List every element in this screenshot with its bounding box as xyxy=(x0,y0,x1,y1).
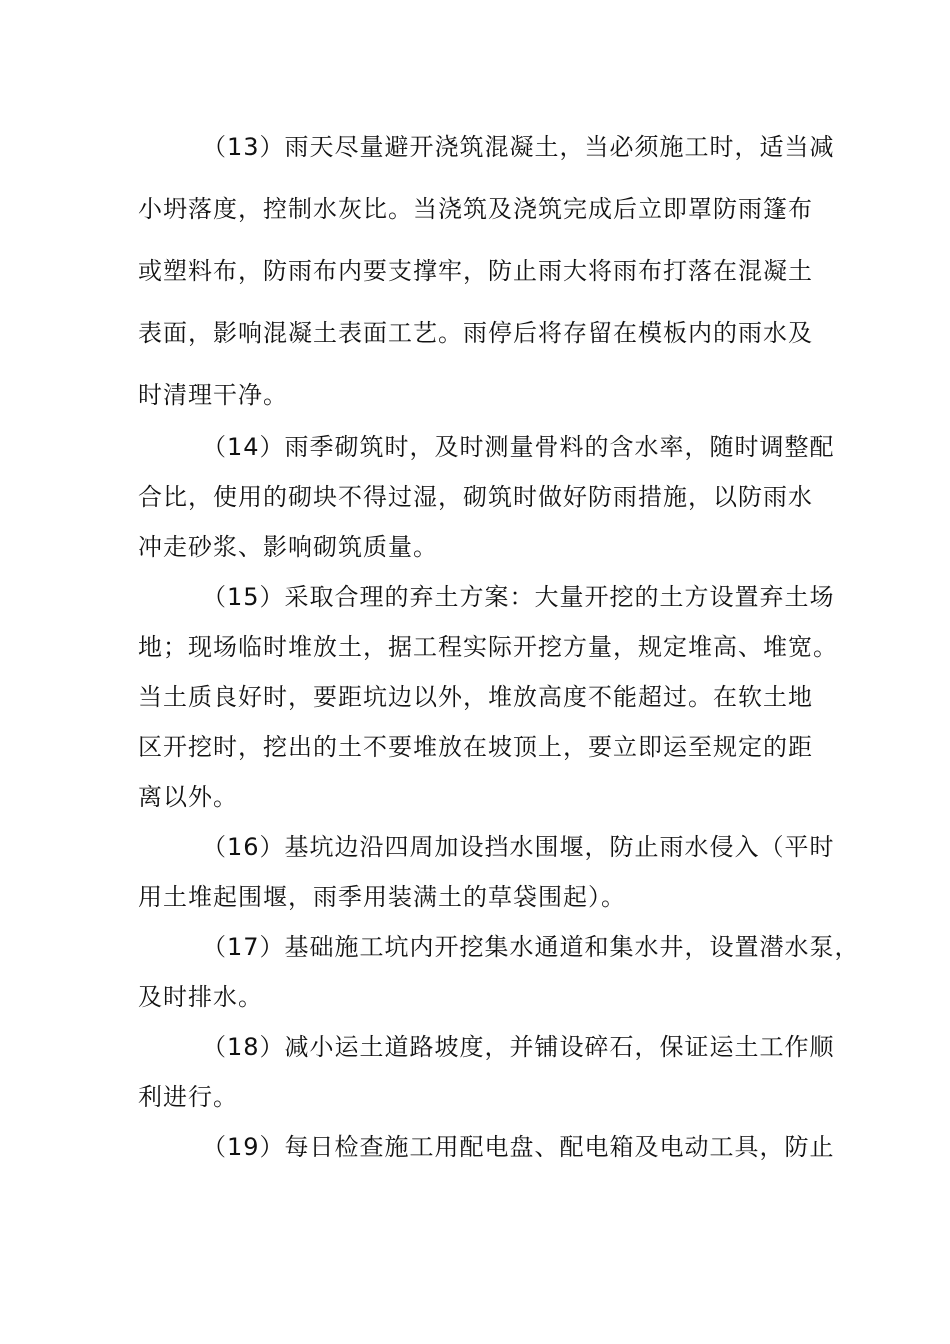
paragraph-18 xyxy=(138,1022,835,1122)
paragraph-line: （19）每日检查施工用配电盘、配电箱及电动工具，防止 xyxy=(202,1133,835,1161)
paragraph-17 xyxy=(138,922,860,1022)
paragraph-line: 合比，使用的砌块不得过湿，砌筑时做好防雨措施，以防雨水 xyxy=(138,483,813,511)
paragraph-line: 小坍落度，控制水灰比。当浇筑及浇筑完成后立即罩防雨篷布 xyxy=(138,195,813,223)
paragraph-line: （13）雨天尽量避开浇筑混凝土，当必须施工时，适当减 xyxy=(202,133,835,161)
paragraph-line: （15）采取合理的弃土方案：大量开挖的土方设置弃土场 xyxy=(202,583,835,611)
paragraph-line: （16）基坑边沿四周加设挡水围堰，防止雨水侵入（平时 xyxy=(202,833,835,861)
paragraph-13 xyxy=(138,122,835,422)
paragraph-line: 及时排水。 xyxy=(138,983,263,1011)
paragraph-line: （17）基础施工坑内开挖集水通道和集水井，设置潜水泵， xyxy=(202,933,860,961)
paragraph-line: 利进行。 xyxy=(138,1083,238,1111)
paragraph-line: 地；现场临时堆放土，据工程实际开挖方量，规定堆高、堆宽。 xyxy=(138,633,838,661)
document-body xyxy=(138,122,860,1172)
paragraph-line: 区开挖时，挖出的土不要堆放在坡顶上，要立即运至规定的距 xyxy=(138,733,813,761)
paragraph-line: 时清理干净。 xyxy=(138,381,288,409)
paragraph-line: 离以外。 xyxy=(138,783,238,811)
paragraph-line: （14）雨季砌筑时，及时测量骨料的含水率，随时调整配 xyxy=(202,433,835,461)
paragraph-line: 用土堆起围堰，雨季用装满土的草袋围起）。 xyxy=(138,883,626,911)
paragraph-line: 表面，影响混凝土表面工艺。雨停后将存留在模板内的雨水及 xyxy=(138,319,813,347)
paragraph-14 xyxy=(138,422,835,572)
paragraph-line: 或塑料布，防雨布内要支撑牢，防止雨大将雨布打落在混凝土 xyxy=(138,257,813,285)
paragraph-16 xyxy=(138,822,835,922)
paragraph-line: 冲走砂浆、影响砌筑质量。 xyxy=(138,533,438,561)
paragraph-line: 当土质良好时，要距坑边以外，堆放高度不能超过。在软土地 xyxy=(138,683,813,711)
paragraph-15 xyxy=(138,572,838,822)
paragraph-line: （18）减小运土道路坡度，并铺设碎石，保证运土工作顺 xyxy=(202,1033,835,1061)
paragraph-19 xyxy=(138,1122,835,1172)
